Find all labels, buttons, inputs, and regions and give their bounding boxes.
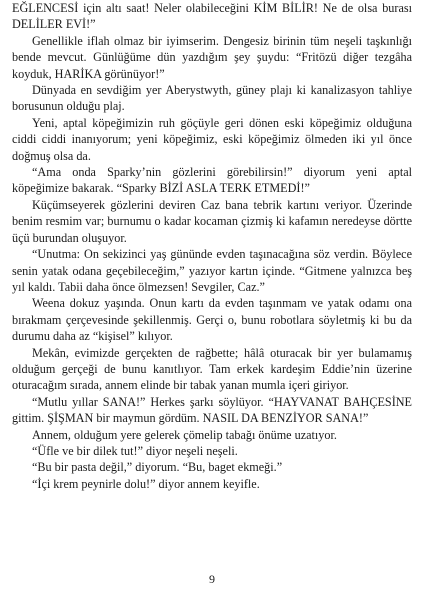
paragraph-14: “İçi krem peynirle dolu!” diyor annem keyifle. <box>32 476 260 491</box>
book-page-text <box>12 0 412 492</box>
paragraph-2: Genellikle iflah olmaz bir iyimserim. Dengesiz birinin tüm neşeli taşkınlığı bende mevcut. Günlüğüme dün yazdığım şey şuydu: “Fritözü diğer tezgâha koyduk, HARİKA görünüyor!” <box>12 33 412 81</box>
paragraph-9: Mekân, evimizde gerçekten de rağbette; hâlâ oturacak bir yer bulamamış olduğum gerçeği de bunu kanıtlıyor. Tam erkek kardeşim Eddie’nin üzerine oturacağım sırada, annem elinde bir tabak yanan mumla içeri giriyor. <box>12 345 412 393</box>
paragraph-3: Dünyada en sevdiğim yer Aberystwyth, güney plajı ki kanalizasyon tahliye borusunun olduğu plaj. <box>12 83 412 114</box>
paragraph-13: “Bu bir pasta değil,” diyorum. “Bu, baget ekmeği.” <box>32 460 283 475</box>
paragraph-12: “Üfle ve bir dilek tut!” diyor neşeli neşeli. <box>32 443 238 458</box>
paragraph-11: Annem, olduğum yere gelerek çömelip tabağı önüme uzatıyor. <box>32 427 337 442</box>
paragraph-10: “Mutlu yıllar SANA!” Herkes şarkı söylüyor. “HAYVANAT BAHÇESİNE gittim. ŞİŞMAN bir maymun gördüm. NASIL DA BENZİYOR SANA!” <box>12 394 412 426</box>
page-number: 9 <box>209 572 215 586</box>
paragraph-8: Weena dokuz yaşında. Onun kartı da evden taşınmam ve yatak odamı ona bırakmam çerçevesinde şekillenmiş. Gerçi o, bunu robotlara söyletmiş ki bu da durumu daha az “kişisel” kılıyor. <box>12 296 412 344</box>
paragraph-6: Küçümseyerek gözlerini deviren Caz bana tebrik kartını veriyor. Üzerinde benim resmim var; burnumu o kadar kocaman çizmiş ki kafamın neredeyse dörtte üçü burundan oluşuyor. <box>12 197 412 245</box>
paragraph-1: EĞLENCESİ için altı saat! Neler olabileceğini KİM BİLİR! Ne de olsa burası DELİLER EVİ!” <box>12 1 412 32</box>
paragraph-4: Yeni, aptal köpeğimizin ruh göçüyle geri dönen eski köpeğimiz olduğuna ciddi ciddi inanıyorum; yeni köpeğimiz, eski köpeğimiz ölmeden iki yıl önce doğmuş olsa da. <box>12 115 412 163</box>
paragraph-5: “Ama onda Sparky’nin gözlerini görebilirsin!” diyorum yeni aptal köpeğimize bakarak. “Sparky BİZİ ASLA TERK ETMEDİ!” <box>12 165 412 196</box>
paragraph-7: “Unutma: On sekizinci yaş gününde evden taşınacağına söz verdin. Böylece senin yatak odana geçebileceğim,” yazıyor kartın içinde. “Gitmene yalnızca beş yıl kaldı. Tabii daha önce ölmezsen! Sevgiler, Caz.” <box>12 247 412 294</box>
